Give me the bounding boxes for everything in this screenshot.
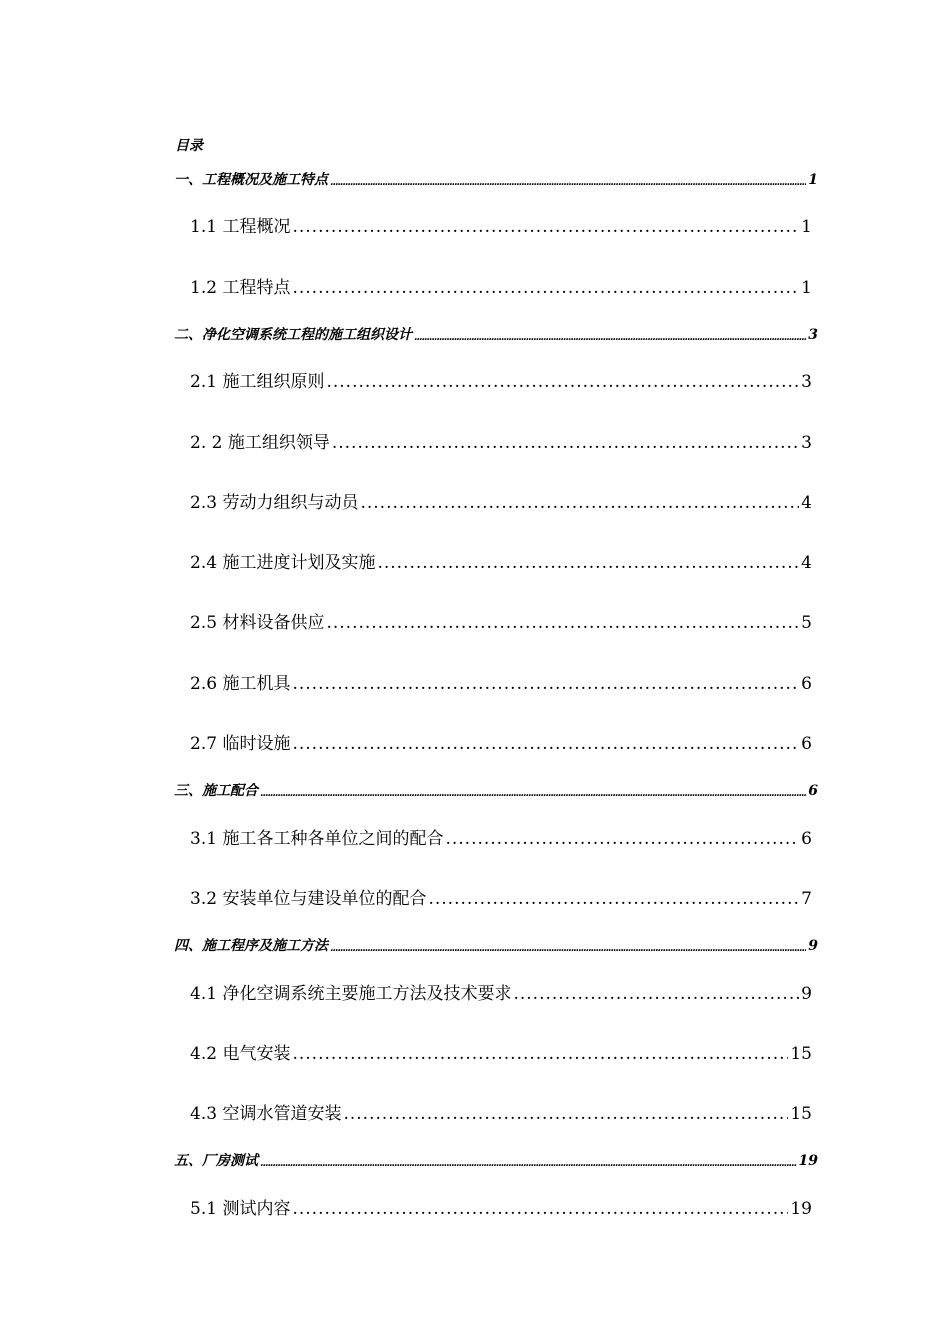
toc-dot-leader [292, 672, 799, 696]
toc-title: 目录 [175, 138, 203, 154]
toc-section-entry[interactable] [190, 1102, 812, 1126]
toc-page-number: 7 [801, 889, 812, 909]
toc-entry-label: 2.6 施工机具 [190, 674, 291, 694]
toc-page-number: 15 [790, 1104, 812, 1124]
toc-section-entry[interactable] [190, 1197, 812, 1221]
toc-entry-label: 4.1 净化空调系统主要施工方法及技术要求 [190, 984, 512, 1004]
toc-page-number: 9 [801, 984, 812, 1004]
toc-entry-label: 4.3 空调水管道安装 [190, 1104, 342, 1124]
toc-entry-label: 四、施工程序及施工方法 [174, 938, 328, 954]
toc-entry-label: 一、工程概况及施工特点 [174, 172, 328, 188]
toc-entry-label: 五、厂房测试 [174, 1153, 258, 1169]
toc-page-number: 4 [801, 553, 812, 573]
toc-chapter-entry[interactable] [174, 325, 818, 345]
toc-page-number: 1 [801, 278, 812, 298]
toc-dot-leader [343, 1102, 788, 1126]
toc-chapter-entry[interactable] [174, 781, 818, 801]
toc-section-entry[interactable] [190, 672, 812, 696]
toc-entry-label: 1.2 工程特点 [190, 278, 291, 298]
toc-dot-leader [326, 611, 799, 635]
toc-entry-label: 3.2 安装单位与建设单位的配合 [190, 889, 427, 909]
toc-page-number: 19 [790, 1199, 812, 1219]
toc-entry-label: 三、施工配合 [174, 783, 258, 799]
toc-dot-leader [428, 887, 799, 911]
toc-page-number: 9 [808, 938, 818, 954]
toc-dot-leader [513, 982, 799, 1006]
toc-dot-leader [292, 215, 799, 239]
toc-page-number: 6 [801, 674, 812, 694]
toc-dot-leader [330, 176, 806, 190]
toc-dot-leader [292, 276, 799, 300]
toc-section-entry[interactable] [190, 370, 812, 394]
toc-entry-label: 2.7 临时设施 [190, 734, 291, 754]
toc-dot-leader [326, 370, 799, 394]
toc-section-entry[interactable] [190, 551, 812, 575]
toc-entry-label: 2.1 施工组织原则 [190, 372, 325, 392]
toc-section-entry[interactable] [190, 827, 812, 851]
toc-section-entry[interactable] [190, 1042, 812, 1066]
toc-section-entry[interactable] [190, 215, 812, 239]
toc-dot-leader [260, 787, 806, 801]
toc-page-number: 4 [801, 493, 812, 513]
toc-entry-label: 2.3 劳动力组织与动员 [190, 493, 359, 513]
toc-entry-label: 4.2 电气安装 [190, 1044, 291, 1064]
toc-section-entry[interactable] [190, 732, 812, 756]
toc-page-number: 3 [801, 433, 812, 453]
toc-page-number: 5 [801, 613, 812, 633]
toc-dot-leader [330, 942, 806, 956]
toc-page-number: 15 [790, 1044, 812, 1064]
toc-chapter-entry[interactable] [174, 936, 818, 956]
toc-dot-leader [377, 551, 799, 575]
toc-page-number: 6 [801, 734, 812, 754]
toc-entry-label: 2.5 材料设备供应 [190, 613, 325, 633]
toc-entry-label: 5.1 测试内容 [190, 1199, 291, 1219]
toc-entry-label: 3.1 施工各工种各单位之间的配合 [190, 829, 444, 849]
toc-section-entry[interactable] [190, 276, 812, 300]
toc-section-entry[interactable] [190, 431, 812, 455]
toc-section-entry[interactable] [190, 982, 812, 1006]
toc-section-entry[interactable] [190, 611, 812, 635]
toc-page-number: 6 [808, 783, 818, 799]
toc-dot-leader [260, 1157, 797, 1171]
toc-dot-leader [292, 1197, 788, 1221]
toc-page-number: 1 [801, 217, 812, 237]
toc-dot-leader [332, 431, 799, 455]
toc-dot-leader [292, 1042, 788, 1066]
toc-entry-label: 2.4 施工进度计划及实施 [190, 553, 376, 573]
toc-dot-leader [292, 732, 799, 756]
toc-page-number: 6 [801, 829, 812, 849]
toc-page-number: 3 [801, 372, 812, 392]
toc-dot-leader [445, 827, 799, 851]
toc-dot-leader [414, 331, 806, 345]
toc-dot-leader [360, 491, 799, 515]
toc-section-entry[interactable] [190, 887, 812, 911]
toc-entry-label: 二、净化空调系统工程的施工组织设计 [174, 327, 412, 343]
toc-chapter-entry[interactable] [174, 170, 818, 190]
toc-page-number: 3 [808, 327, 818, 343]
toc-page-number: 19 [798, 1153, 818, 1169]
toc-chapter-entry[interactable] [174, 1151, 818, 1171]
toc-entry-label: 1.1 工程概况 [190, 217, 291, 237]
toc-section-entry[interactable] [190, 491, 812, 515]
toc-entry-label: 2. 2 施工组织领导 [190, 433, 330, 453]
toc-page-number: 1 [808, 172, 818, 188]
